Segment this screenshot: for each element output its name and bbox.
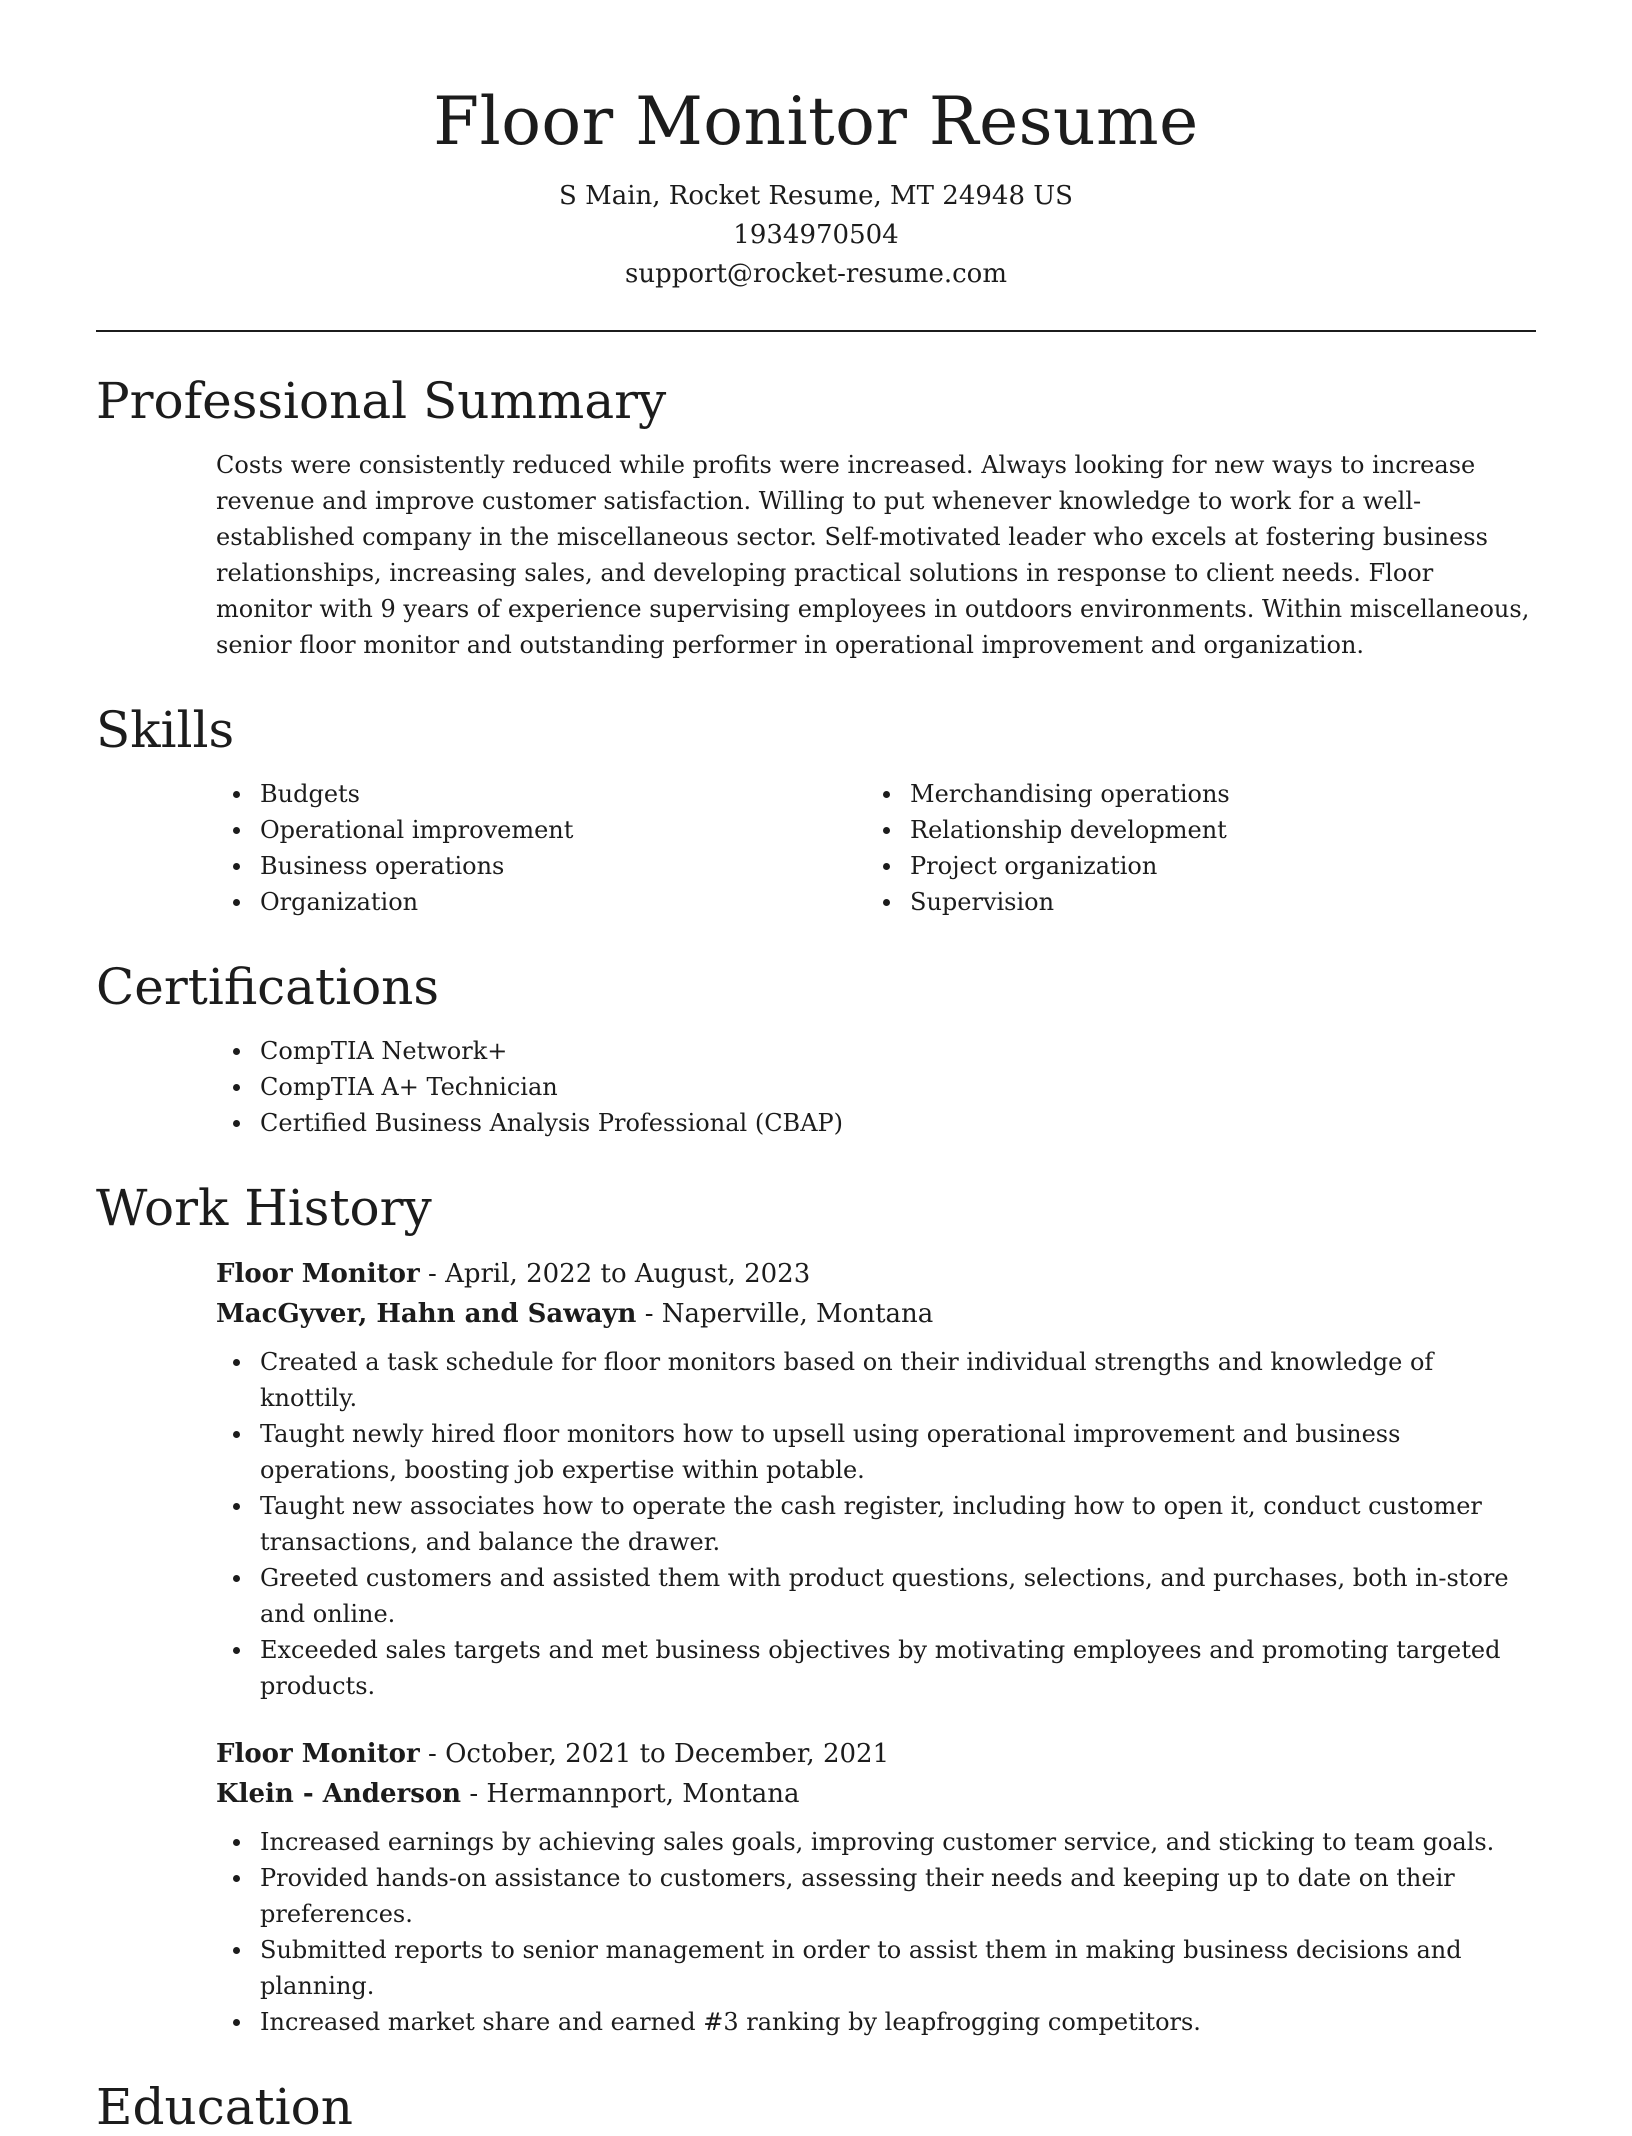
separator: -: [428, 1738, 446, 1769]
job-role: Floor Monitor: [216, 1738, 420, 1769]
work-history-heading: Work History: [96, 1178, 432, 1237]
job-bullet: Created a task schedule for floor monitors based on their individual strengths and knowledge of knottily.: [216, 1344, 1536, 1416]
resume-title: Floor Monitor Resume: [433, 83, 1199, 160]
certifications-list: [216, 1033, 1536, 1141]
contact-phone: 1934970504: [733, 219, 899, 250]
certification-item: CompTIA Network+: [216, 1033, 1536, 1069]
header-divider: [96, 330, 1536, 332]
separator: -: [644, 1298, 662, 1329]
job-bullet: Increased earnings by achieving sales goals, improving customer service, and sticking to team goals.: [216, 1824, 1536, 1860]
certification-item: Certified Business Analysis Professional (CBAP): [216, 1105, 1536, 1141]
job-title-line: [216, 1734, 1536, 1774]
job-company-line: [216, 1294, 1536, 1334]
skills-heading: Skills: [96, 700, 235, 759]
skills-column-left: [216, 776, 866, 920]
job-bullet: Exceeded sales targets and met business objectives by motivating employees and promoting targeted products.: [216, 1632, 1536, 1704]
job-bullets: [216, 1344, 1536, 1704]
certifications-heading: Certifications: [96, 957, 440, 1016]
contact-address: S Main, Rocket Resume, MT 24948 US: [559, 180, 1073, 211]
job-title-line: [216, 1254, 1536, 1294]
job-location: Naperville, Montana: [661, 1298, 934, 1329]
skill-item: Business operations: [216, 848, 866, 884]
skill-item: Budgets: [216, 776, 866, 812]
skill-item: Relationship development: [866, 812, 1516, 848]
contact-block: [96, 177, 1536, 294]
job-bullet: Provided hands-on assistance to customers, assessing their needs and keeping up to date on their preferences.: [216, 1860, 1536, 1932]
job-dates: April, 2022 to August, 2023: [445, 1258, 811, 1289]
skill-item: Operational improvement: [216, 812, 866, 848]
contact-email: support@rocket-resume.com: [624, 258, 1007, 289]
skill-item: Supervision: [866, 884, 1516, 920]
education-heading: Education: [96, 2077, 353, 2136]
job-entry: [216, 1254, 1536, 1704]
skills-list: [216, 776, 1536, 920]
job-bullet: Submitted reports to senior management in order to assist them in making business decisions and planning.: [216, 1932, 1536, 2004]
summary-heading: Professional Summary: [96, 371, 667, 430]
job-bullets: [216, 1824, 1536, 2040]
job-dates: October, 2021 to December, 2021: [445, 1738, 890, 1769]
job-bullet: Greeted customers and assisted them with product questions, selections, and purchases, both in-store and online.: [216, 1560, 1536, 1632]
job-bullet: Taught new associates how to operate the cash register, including how to open it, conduct customer transactions, and balance the drawer.: [216, 1488, 1536, 1560]
skill-item: Organization: [216, 884, 866, 920]
resume-header: [96, 0, 1536, 294]
separator: -: [469, 1778, 487, 1809]
job-company-line: [216, 1774, 1536, 1814]
job-company: Klein - Anderson: [216, 1778, 462, 1809]
job-entry: [216, 1734, 1536, 2040]
skill-item: Merchandising operations: [866, 776, 1516, 812]
job-company: MacGyver, Hahn and Sawayn: [216, 1298, 637, 1329]
certification-item: CompTIA A+ Technician: [216, 1069, 1536, 1105]
job-bullet: Taught newly hired floor monitors how to upsell using operational improvement and business operations, boosting job expertise within potable.: [216, 1416, 1536, 1488]
job-bullet: Increased market share and earned #3 ranking by leapfrogging competitors.: [216, 2004, 1536, 2040]
summary-text: Costs were consistently reduced while profits were increased. Always looking for new ways to increase revenue and improve customer satisfaction. Willing to put whenever knowledge to work for a well-established company in the miscellaneous sector. Self-motivated leader who excels at fostering business relationships, increasing sales, and developing practical solutions in response to client needs. Floor monitor with 9 years of experience supervising employees in outdoors environments. Within miscellaneous, senior floor monitor and outstanding performer in operational improvement and organization.: [216, 450, 1530, 659]
skills-column-right: [866, 776, 1516, 920]
skill-item: Project organization: [866, 848, 1516, 884]
separator: -: [428, 1258, 446, 1289]
job-role: Floor Monitor: [216, 1258, 420, 1289]
job-location: Hermannport, Montana: [486, 1778, 800, 1809]
